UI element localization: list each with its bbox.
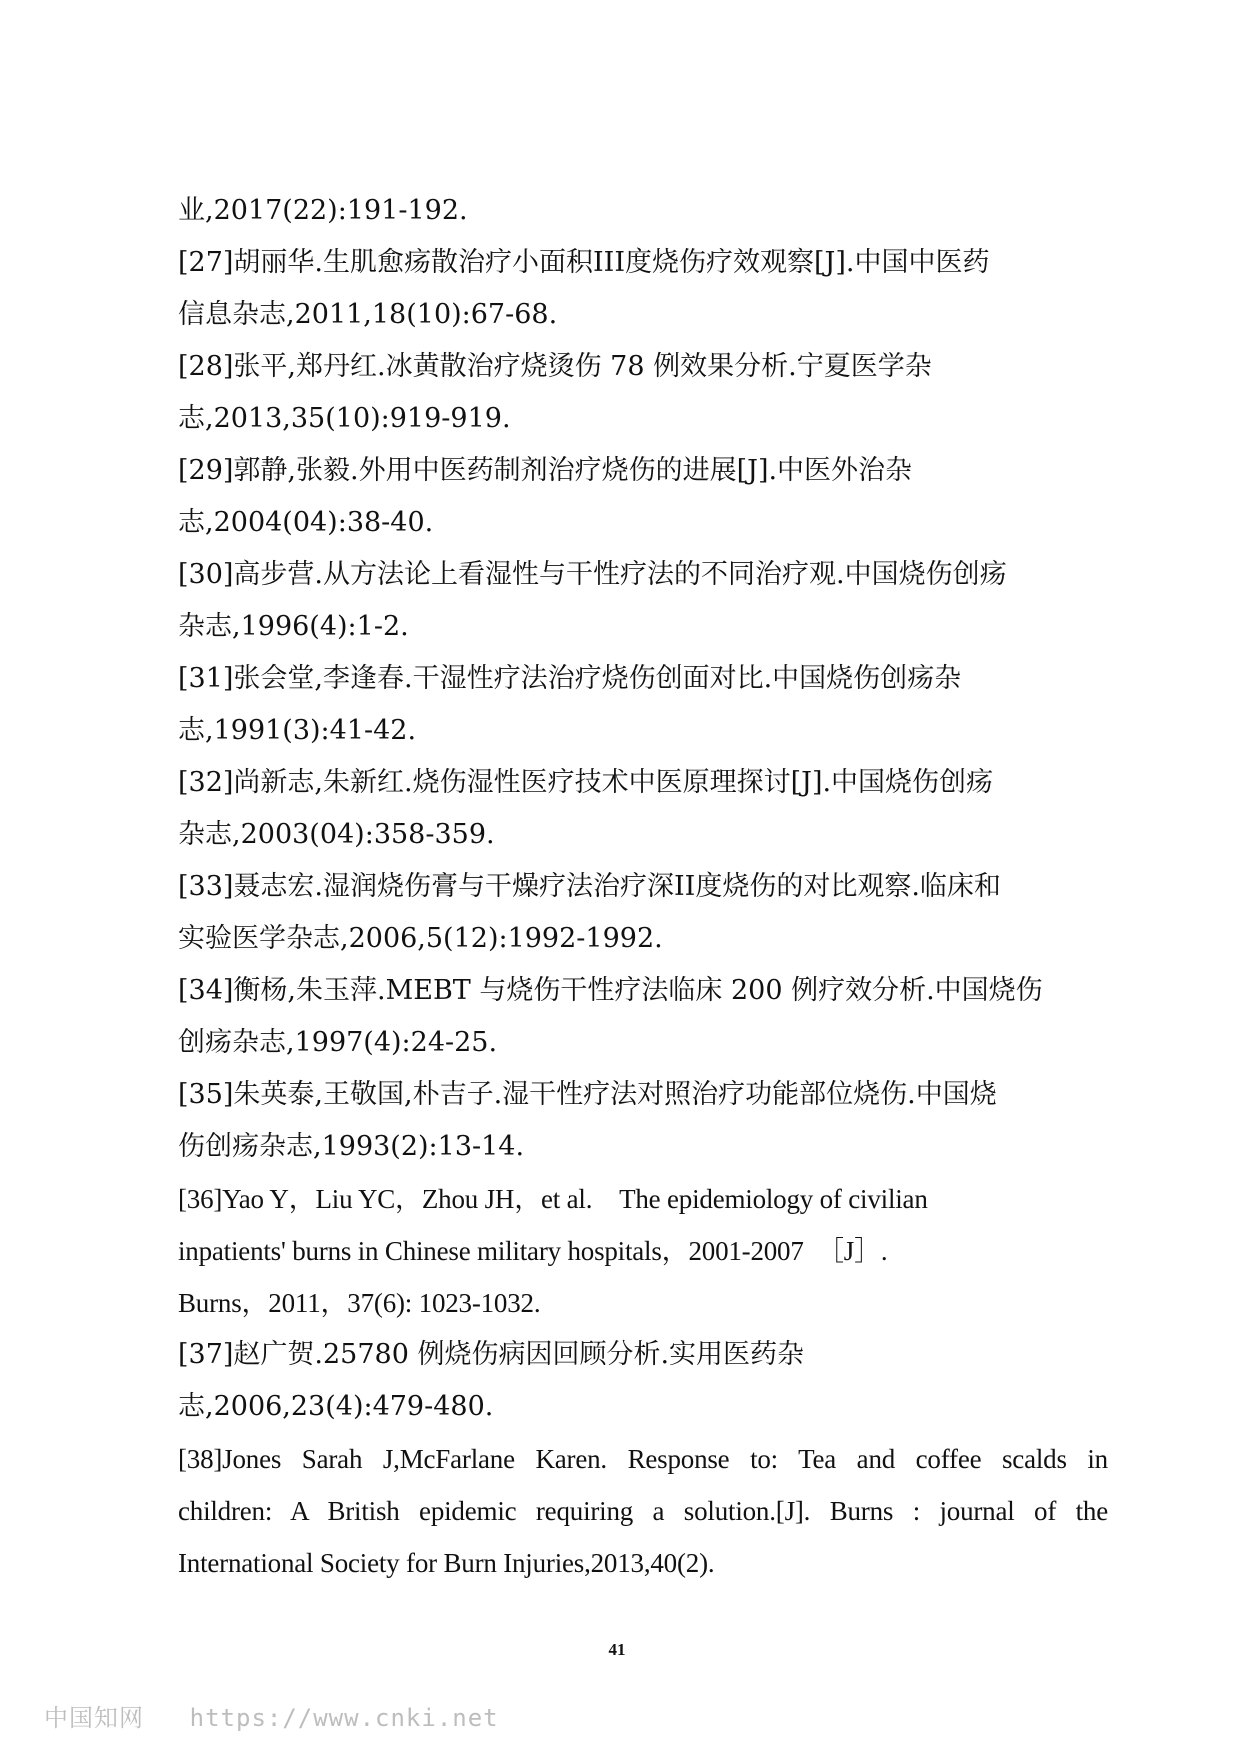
reference-line: 志,2006,23(4):479-480. [178,1391,494,1422]
reference-line: [31]张会堂,李逢春.干湿性疗法治疗烧伤创面对比.中国烧伤创疡杂 [178,663,962,694]
reference-line: 实验医学杂志,2006,5(12):1992-1992. [178,923,663,954]
reference-line: 创疡杂志,1997(4):24-25. [178,1027,498,1058]
reference-line: [37]赵广贺.25780 例烧伤病因回顾分析.实用医药杂 [178,1339,805,1370]
reference-line: 信息杂志,2011,18(10):67-68. [178,299,558,330]
reference-line: [32]尚新志,朱新红.烧伤湿性医疗技术中医原理探讨[J].中国烧伤创疡 [178,767,994,798]
reference-line: International Society for Burn Injuries,2013,40(2). [178,1548,715,1578]
reference-line: [28]张平,郑丹红.冰黄散治疗烧烫伤 78 例效果分析.宁夏医学杂 [178,351,932,382]
reference-line: 志,2004(04):38-40. [178,507,434,538]
reference-line: [33]聂志宏.湿润烧伤膏与干燥疗法治疗深II度烧伤的对比观察.临床和 [178,871,1001,902]
reference-line: 杂志,1996(4):1-2. [178,611,409,642]
reference-line: [34]衡杨,朱玉萍.MEBT 与烧伤干性疗法临床 200 例疗效分析.中国烧伤 [178,975,1043,1006]
reference-line: 志,2013,35(10):919-919. [178,403,511,434]
reference-line: [29]郭静,张毅.外用中医药制剂治疗烧伤的进展[J].中医外治杂 [178,455,913,486]
reference-line: 杂志,2003(04):358-359. [178,819,495,850]
reference-line: 伤创疡杂志,1993(2):13-14. [178,1131,525,1162]
reference-line: Burns，2011，37(6): 1023-1032. [178,1288,541,1318]
reference-line: 业,2017(22):191-192. [178,195,468,226]
reference-line: [38]Jones Sarah J,McFarlane Karen. Response to: Tea and coffee scalds in [178,1444,1108,1474]
watermark-name: 中国知网 [44,1704,144,1732]
reference-line: [35]朱英泰,王敬国,朴吉子.湿干性疗法对照治疗功能部位烧伤.中国烧 [178,1079,997,1110]
reference-list [178,185,1108,1589]
cnki-watermark [44,1698,499,1733]
reference-line: inpatients' burns in Chinese military hospitals，2001-2007 ［J］. [178,1236,888,1266]
reference-line: 志,1991(3):41-42. [178,715,417,746]
page-number: 41 [608,1640,626,1659]
reference-line: [36]Yao Y，Liu YC，Zhou JH，et al. The epidemiology of civilian [178,1184,928,1214]
reference-line: [30]高步营.从方法论上看湿性与干性疗法的不同治疗观.中国烧伤创疡 [178,559,1007,590]
reference-line: [27]胡丽华.生肌愈疡散治疗小面积III度烧伤疗效观察[J].中国中医药 [178,247,990,278]
reference-line: children: A British epidemic requiring a solution.[J]. Burns : journal of the [178,1496,1108,1526]
watermark-url: https://www.cnki.net [189,1704,499,1732]
